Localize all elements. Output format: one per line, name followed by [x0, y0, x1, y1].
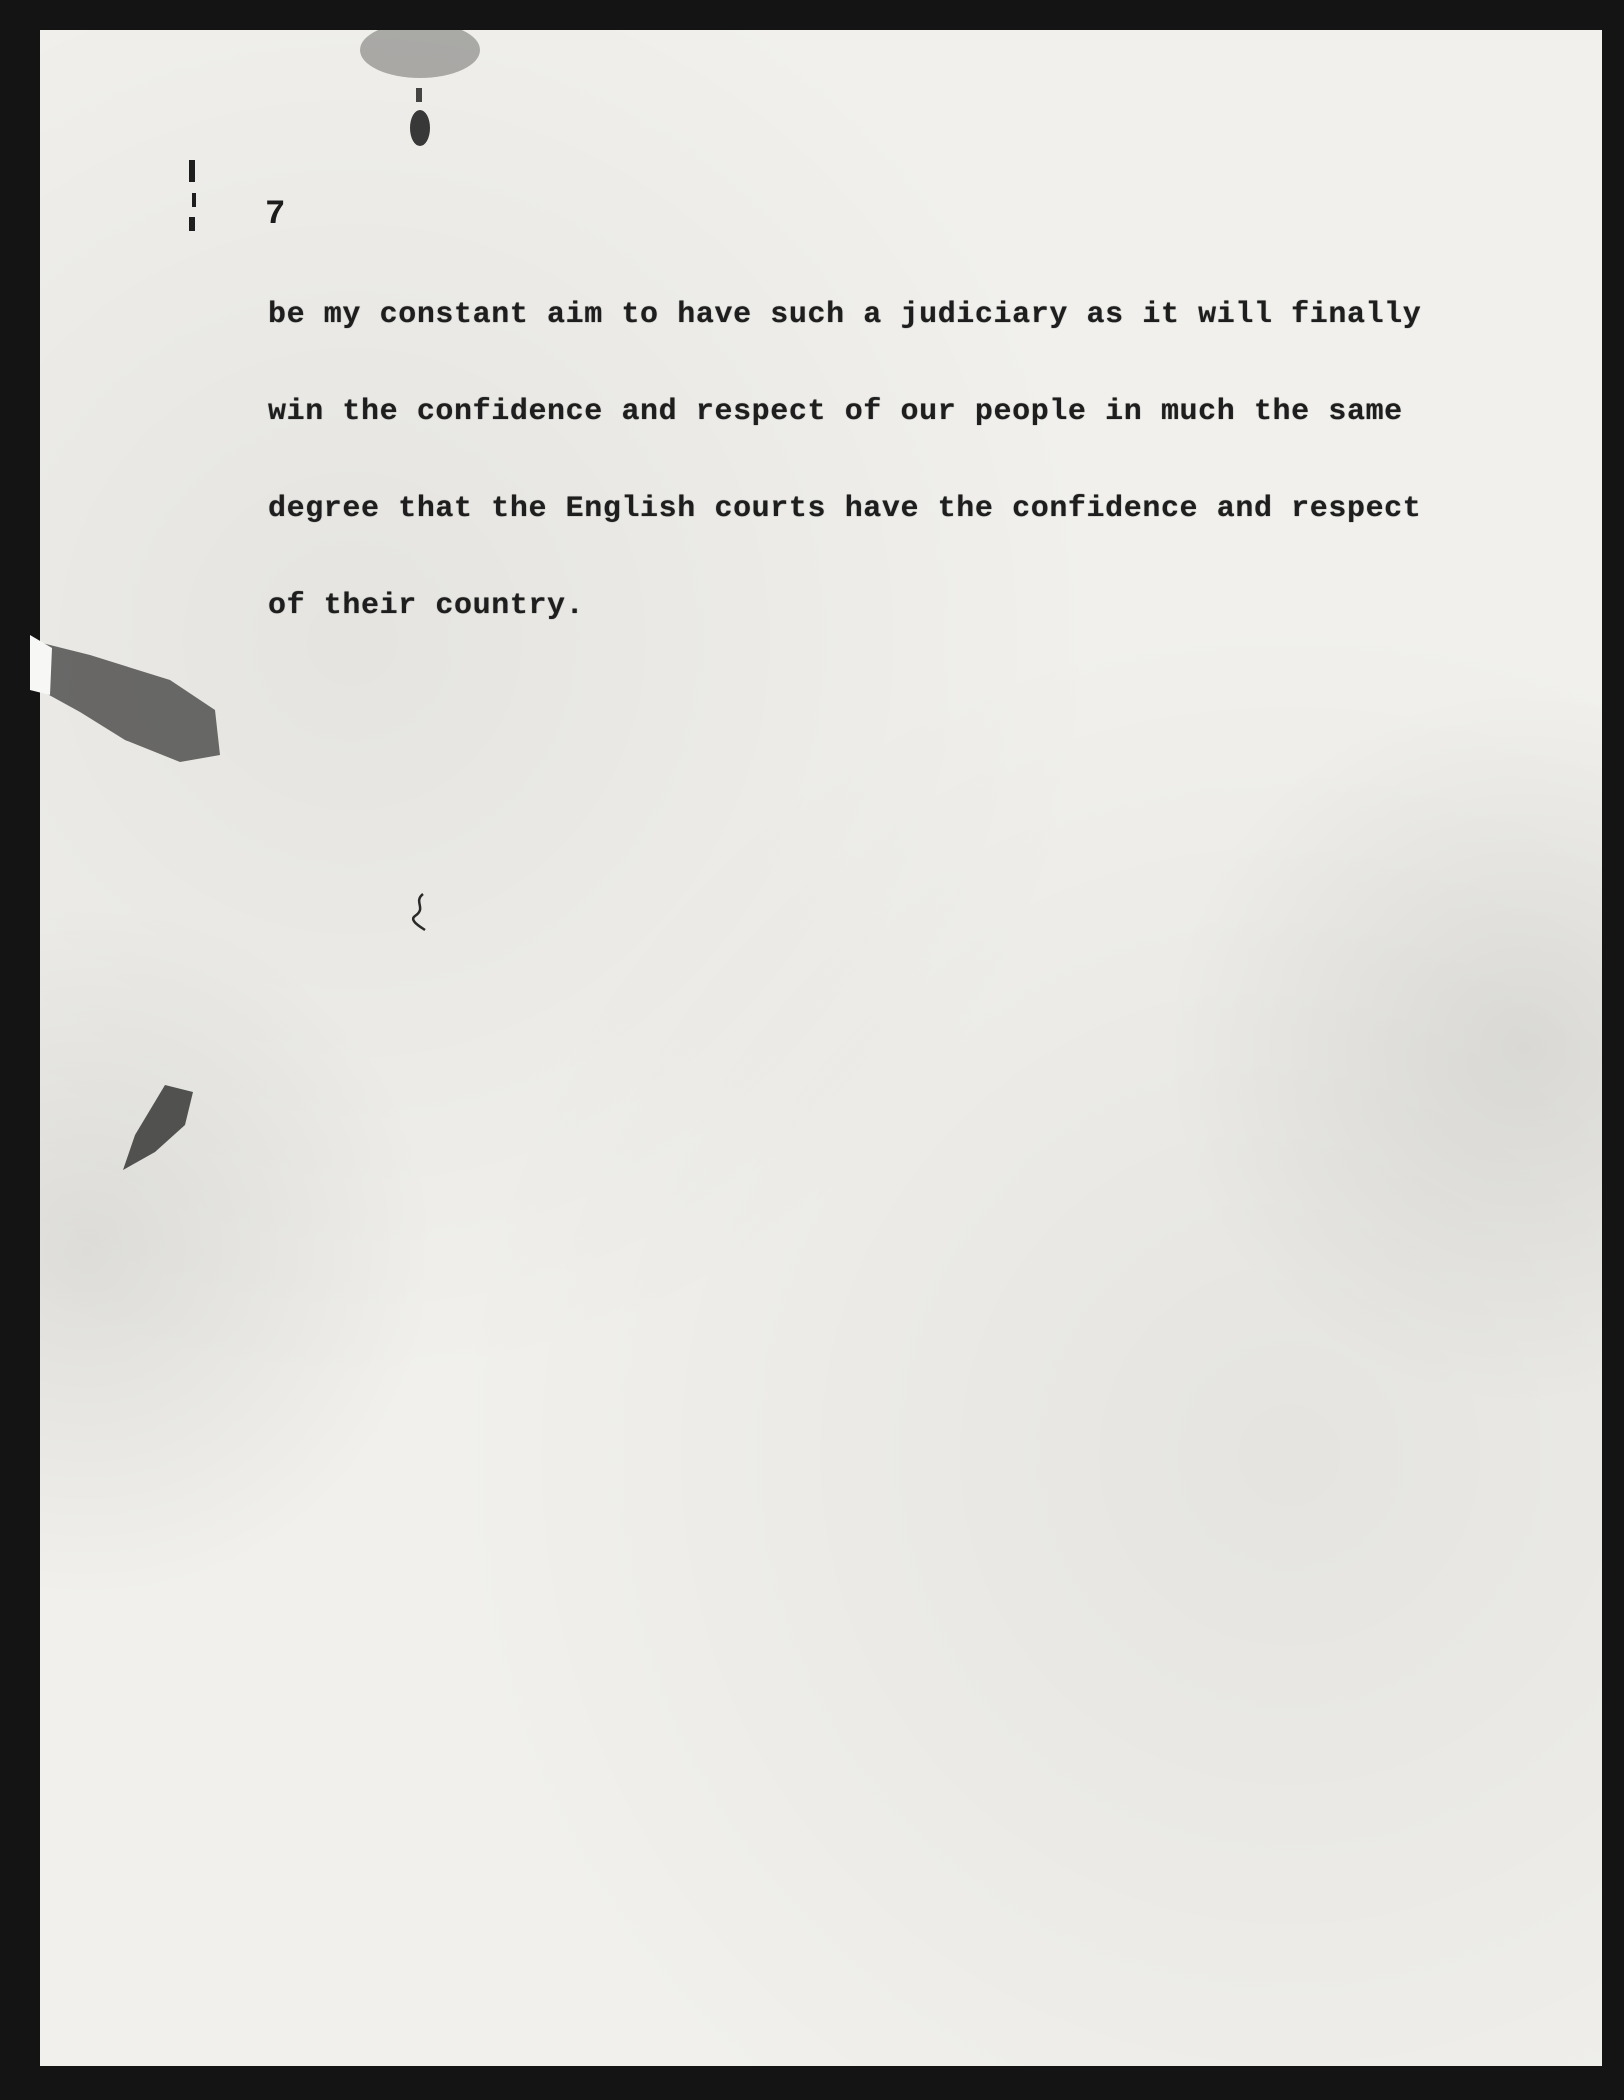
torn-patch-lower [115, 1080, 205, 1170]
top-smudge [340, 30, 500, 160]
text-line-1: be my constant aim to have such a judiciary as it will finally [268, 298, 1422, 332]
page-number: 7 [265, 196, 286, 234]
text-line-4: of their country. [268, 589, 585, 623]
left-margin-marks [180, 155, 210, 265]
text-line-2: win the confidence and respect of our people in much the same [268, 395, 1403, 429]
typed-paragraph [268, 290, 1518, 678]
small-pencil-mark [405, 890, 435, 935]
torn-patch-upper [30, 620, 250, 790]
text-line-3: degree that the English courts have the confidence and respect [268, 492, 1422, 526]
paper-page [40, 30, 1602, 2066]
